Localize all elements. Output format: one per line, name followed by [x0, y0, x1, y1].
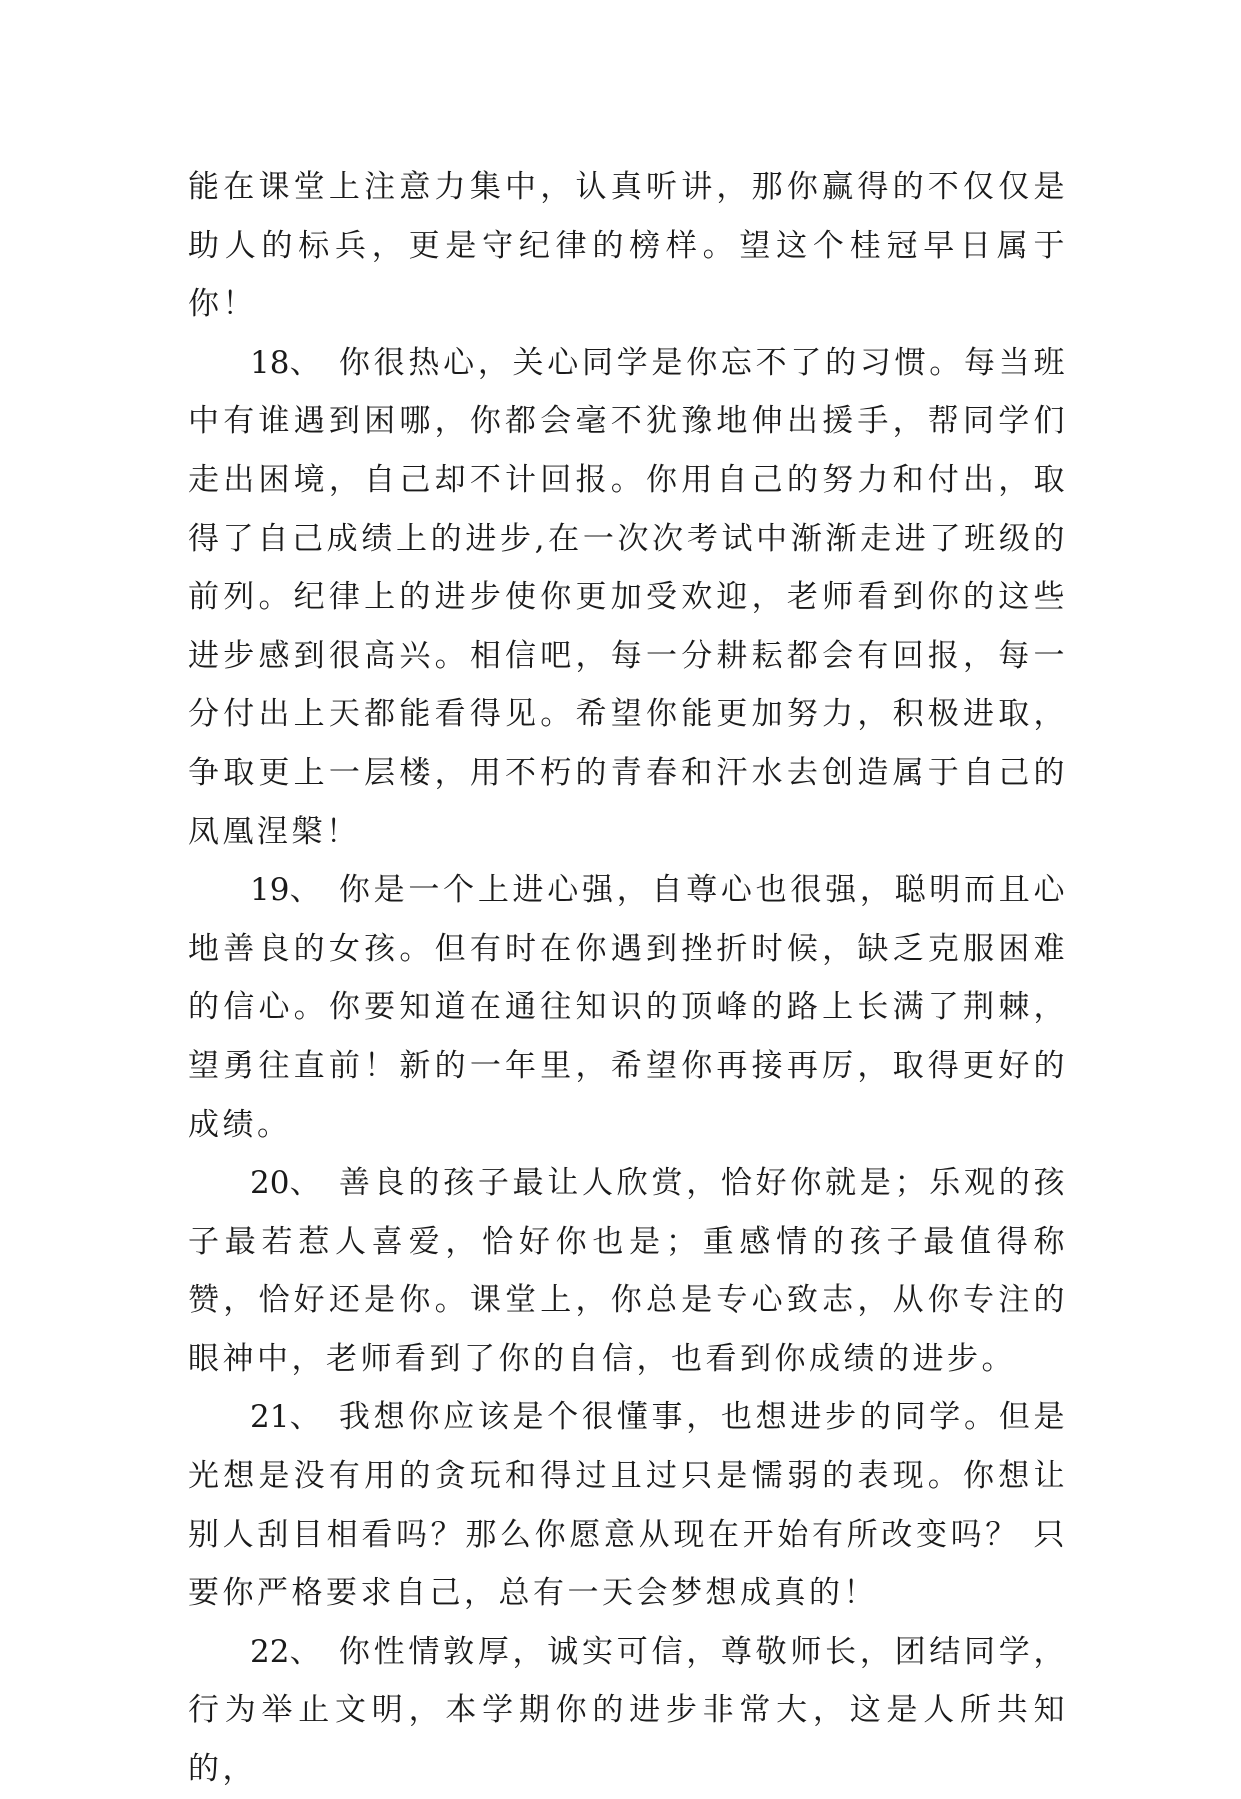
paragraph-18: [188, 334, 1068, 861]
paragraph-continued: [188, 158, 1068, 334]
paragraph-19: [188, 861, 1068, 1154]
paragraph-text: 能在课堂上注意力集中，认真听讲，那你赢得的不仅仅是助人的标兵，更是守纪律的榜样。望这个桂冠早日属于你！: [188, 169, 1068, 323]
paragraph-text: 你很热心，关心同学是你忘不了的习惯。每当班中有谁遇到困哪，你都会毫不犹豫地伸出援手，帮同学们走出困境，自己却不计回报。你用自己的努力和付出，取得了自己成绩上的进步,在一次次考试中渐渐走进了班级的前列。纪律上的进步使你更加受欢迎，老师看到你的这些进步感到很高兴。相信吧，每一分耕耘都会有回报，每一分付出上天都能看得见。希望你能更加努力，积极进取，争取更上一层楼，用不朽的青春和汗水去创造属于自己的凤凰涅槃！: [188, 344, 1068, 850]
paragraph-text: 善良的孩子最让人欣赏，恰好你就是；乐观的孩子最若惹人喜爱，恰好你也是；重感情的孩子最值得称赞，恰好还是你。课堂上，你总是专心致志，从你专注的眼神中，老师看到了你的自信，也看到你成绩的进步。: [188, 1165, 1068, 1377]
paragraph-text: 你性情敦厚，诚实可信，尊敬师长，团结同学，行为举止文明，本学期你的进步非常大，这是人所共知的，: [188, 1633, 1068, 1788]
paragraph-text: 你是一个上进心强，自尊心也很强，聪明而且心地善良的女孩。但有时在你遇到挫折时候，缺乏克服困难的信心。你要知道在通往知识的顶峰的路上长满了荆棘，望勇往直前！新的一年里，希望你再接再厉，取得更好的成绩。: [188, 872, 1068, 1143]
document-body: [188, 158, 1068, 1799]
paragraph-number: 19、: [250, 872, 321, 909]
paragraph-20: [188, 1154, 1068, 1388]
paragraph-22: [188, 1623, 1068, 1799]
paragraph-text: 我想你应该是个很懂事，也想进步的同学。但是光想是没有用的贪玩和得过且过只是懦弱的表现。你想让别人刮目相看吗？那么你愿意从现在开始有所改变吗？ 只要你严格要求自己，总有一天会梦想成真的！: [188, 1399, 1068, 1612]
paragraph-number: 20、: [250, 1165, 321, 1202]
paragraph-number: 22、: [250, 1633, 321, 1670]
paragraph-21: [188, 1388, 1068, 1622]
paragraph-number: 21、: [250, 1399, 321, 1436]
paragraph-number: 18、: [250, 344, 321, 381]
